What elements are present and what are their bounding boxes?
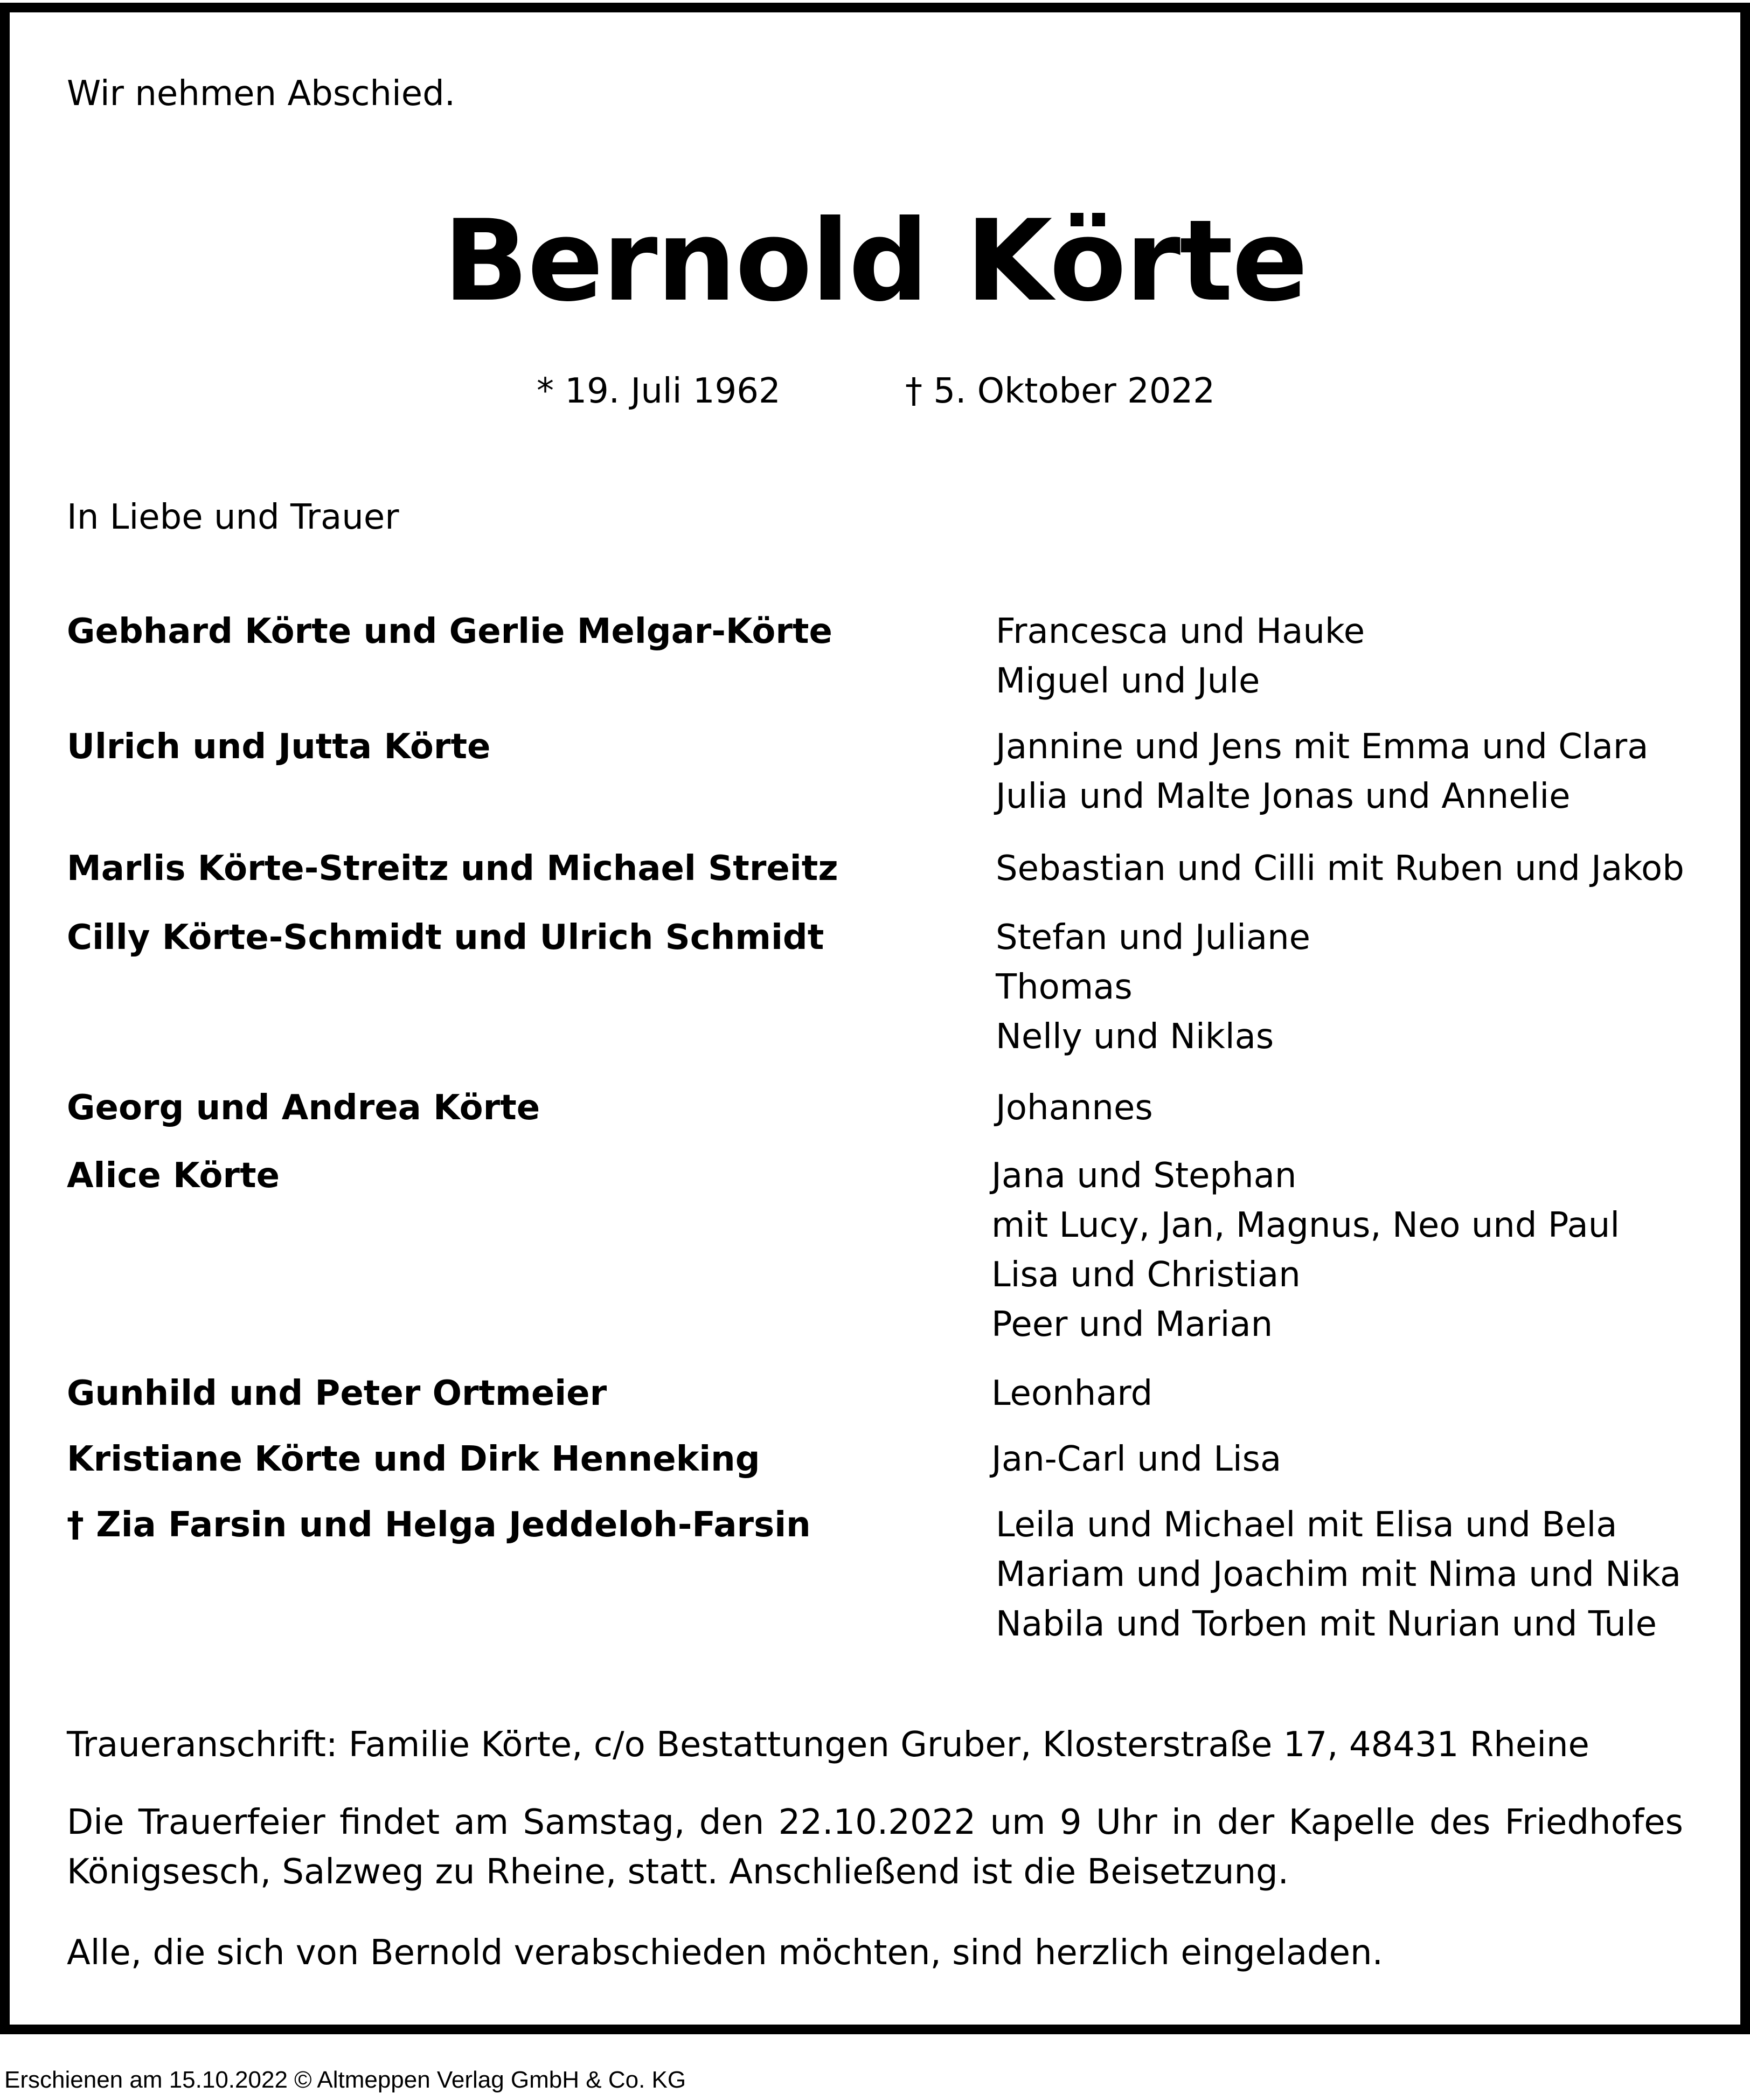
child-line: Thomas — [996, 967, 1133, 1007]
family-parents-1: Gebhard Körte und Gerlie Melgar-Körte — [67, 612, 832, 652]
child-line: Nelly und Niklas — [996, 1017, 1274, 1057]
family-parents-9: † Zia Farsin und Helga Jeddeloh-Farsin — [67, 1505, 811, 1545]
family-parents-3: Marlis Körte-Streitz und Michael Streitz — [67, 849, 838, 889]
child-line: Leila und Michael mit Elisa und Bela — [996, 1505, 1617, 1545]
family-parents-7: Gunhild und Peter Ortmeier — [67, 1374, 607, 1413]
family-children-5 — [996, 1083, 1153, 1133]
publication-footer: Erschienen am 15.10.2022 © Altmeppen Verlag GmbH & Co. KG — [4, 2067, 686, 2093]
love-line: In Liebe und Trauer — [67, 497, 399, 537]
ceremony-line-2: Königsesch, Salzweg zu Rheine, statt. Anschließend ist die Beisetzung. — [67, 1852, 1289, 1892]
child-line: Miguel und Jule — [996, 661, 1260, 701]
family-parents-5: Georg und Andrea Körte — [67, 1088, 540, 1128]
invitation-text: Alle, die sich von Bernold verabschieden möchten, sind herzlich eingeladen. — [67, 1933, 1383, 1973]
child-line: Jannine und Jens mit Emma und Clara — [996, 727, 1649, 767]
child-line: Francesca und Hauke — [996, 612, 1365, 652]
child-line: Stefan und Juliane — [996, 918, 1310, 958]
deceased-name: Bernold Körte — [443, 196, 1307, 327]
ceremony-paragraph — [67, 1798, 1683, 1897]
family-parents-8: Kristiane Körte und Dirk Henneking — [67, 1439, 760, 1479]
child-line: Johannes — [996, 1088, 1153, 1128]
family-children-4 — [996, 913, 1310, 1062]
family-parents-6: Alice Körte — [67, 1156, 280, 1196]
family-parents-2: Ulrich und Jutta Körte — [67, 727, 491, 767]
child-line: Julia und Malte Jonas und Annelie — [996, 777, 1571, 816]
family-children-7 — [991, 1369, 1152, 1418]
birth-date: * 19. Juli 1962 — [537, 371, 781, 411]
family-children-9 — [996, 1500, 1681, 1649]
ceremony-line-1: Die Trauerfeier findet am Samstag, den 22.10.2022 um 9 Uhr in der Kapelle des Friedhofes — [67, 1803, 1683, 1842]
child-line: Jana und Stephan — [991, 1156, 1297, 1196]
child-line: mit Lucy, Jan, Magnus, Neo und Paul — [991, 1205, 1620, 1245]
family-children-1 — [996, 607, 1365, 706]
family-children-3 — [996, 844, 1684, 893]
mourning-address: Traueranschrift: Familie Körte, c/o Bestattungen Gruber, Klosterstraße 17, 48431 Rheine — [67, 1725, 1589, 1765]
child-line: Lisa und Christian — [991, 1255, 1301, 1295]
child-line: Jan-Carl und Lisa — [991, 1439, 1282, 1479]
child-line: Sebastian und Cilli mit Ruben und Jakob — [996, 849, 1684, 889]
child-line: Leonhard — [991, 1374, 1153, 1413]
family-children-8 — [991, 1434, 1281, 1484]
child-line: Mariam und Joachim mit Nima und Nika — [996, 1555, 1682, 1595]
intro-text: Wir nehmen Abschied. — [67, 74, 456, 114]
family-children-2 — [996, 722, 1648, 821]
death-date: † 5. Oktober 2022 — [905, 371, 1215, 411]
family-parents-4: Cilly Körte-Schmidt und Ulrich Schmidt — [67, 918, 824, 958]
child-line: Peer und Marian — [991, 1305, 1273, 1344]
family-children-6 — [991, 1151, 1620, 1349]
child-line: Nabila und Torben mit Nurian und Tule — [996, 1604, 1657, 1644]
